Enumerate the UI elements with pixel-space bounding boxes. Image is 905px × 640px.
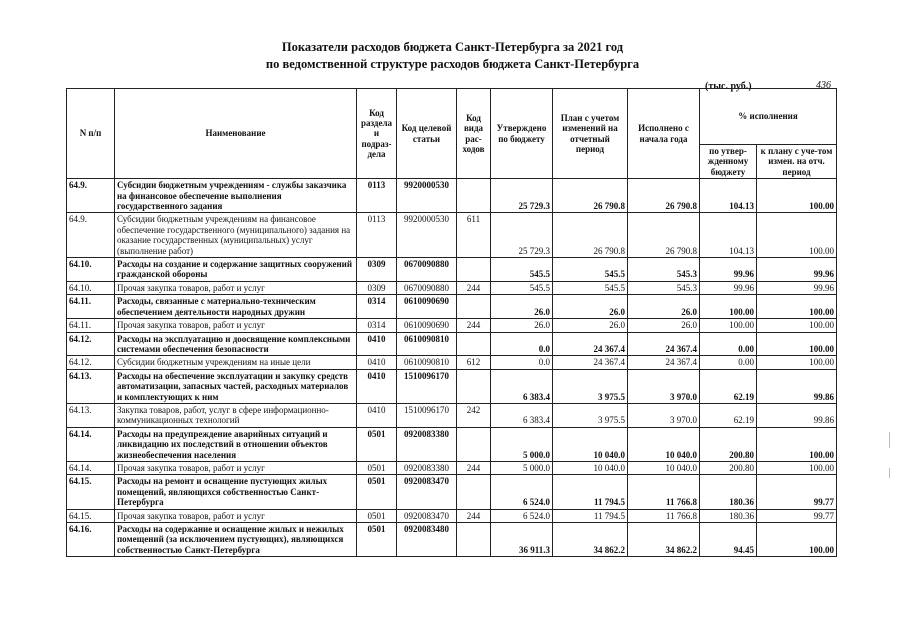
row-name: Расходы, связанные с материально-техническим обеспечением деятельности народных дружин [115,295,357,319]
row-approved: 6 524.0 [491,475,553,509]
row-pct-approved: 104.13 [700,179,757,213]
row-type: 244 [457,319,491,332]
row-num: 64.9. [67,179,115,213]
header-section: Код раздела и подраз-дела [357,89,397,179]
row-executed: 11 766.8 [628,509,700,522]
row-pct-plan: 100.00 [757,213,837,258]
row-name: Прочая закупка товаров, работ и услуг [115,281,357,294]
row-name: Расходы на эксплуатацию и доосвящение комплексными системами обеспечения безопасности [115,332,357,356]
row-executed: 545.3 [628,281,700,294]
page-number: 436 [816,80,831,91]
row-approved: 25 729.3 [491,179,553,213]
row-section: 0410 [357,403,397,427]
row-section: 0113 [357,179,397,213]
row-target: 0610090690 [397,319,457,332]
row-section: 0309 [357,281,397,294]
row-executed: 3 970.0 [628,369,700,403]
row-num: 64.10. [67,258,115,282]
row-executed: 34 862.2 [628,523,700,557]
table-row [67,332,837,356]
row-target: 1510096170 [397,403,457,427]
row-type: 244 [457,461,491,474]
header-num: N п/п [67,89,115,179]
row-num: 64.12. [67,332,115,356]
row-type [457,179,491,213]
row-executed: 26.0 [628,295,700,319]
row-type [457,475,491,509]
row-plan: 3 975.5 [553,403,628,427]
row-num: 64.15. [67,475,115,509]
row-target: 0610090810 [397,332,457,356]
row-name: Расходы на создание и содержание защитных сооружений гражданской обороны [115,258,357,282]
row-executed: 24 367.4 [628,356,700,369]
row-pct-plan: 100.00 [757,332,837,356]
row-pct-plan: 100.00 [757,356,837,369]
table-row [67,509,837,522]
row-section: 0113 [357,213,397,258]
row-plan: 11 794.5 [553,509,628,522]
row-target: 0610090810 [397,356,457,369]
row-type [457,258,491,282]
row-executed: 10 040.0 [628,427,700,461]
table-row [67,281,837,294]
table-row [67,319,837,332]
row-plan: 545.5 [553,281,628,294]
row-target: 0920083470 [397,475,457,509]
row-pct-approved: 0.00 [700,332,757,356]
table-row [67,403,837,427]
row-pct-plan: 100.00 [757,427,837,461]
header-pct: % исполнения [700,89,837,145]
header-plan: План с учетом изменений на отчетный период [553,89,628,179]
row-num: 64.13. [67,403,115,427]
row-approved: 26.0 [491,319,553,332]
row-section: 0501 [357,509,397,522]
row-approved: 26.0 [491,295,553,319]
row-num: 64.16. [67,523,115,557]
row-pct-approved: 94.45 [700,523,757,557]
row-target: 0920083480 [397,523,457,557]
row-section: 0410 [357,332,397,356]
row-approved: 545.5 [491,281,553,294]
row-plan: 34 862.2 [553,523,628,557]
row-approved: 0.0 [491,356,553,369]
row-section: 0314 [357,319,397,332]
row-plan: 10 040.0 [553,427,628,461]
row-executed: 24 367.4 [628,332,700,356]
row-num: 64.9. [67,213,115,258]
table-row [67,461,837,474]
row-pct-approved: 180.36 [700,509,757,522]
row-pct-approved: 99.96 [700,281,757,294]
row-pct-approved: 62.19 [700,403,757,427]
row-pct-plan: 99.86 [757,403,837,427]
row-approved: 545.5 [491,258,553,282]
row-plan: 11 794.5 [553,475,628,509]
row-section: 0314 [357,295,397,319]
row-executed: 11 766.8 [628,475,700,509]
row-section: 0501 [357,523,397,557]
row-name: Субсидии бюджетным учреждениям на финансовое обеспечение государственного (муниципального) задания на оказание государственных (муниципальных) услуг (выполнение работ) [115,213,357,258]
row-executed: 26 790.8 [628,179,700,213]
table-row [67,369,837,403]
table-row [67,258,837,282]
header-executed: Исполнено с начала года [628,89,700,179]
table-body [67,179,837,557]
row-pct-plan: 99.96 [757,281,837,294]
row-pct-plan: 100.00 [757,319,837,332]
row-section: 0501 [357,461,397,474]
row-pct-plan: 99.77 [757,509,837,522]
row-executed: 545.3 [628,258,700,282]
row-num: 64.14. [67,427,115,461]
table-row [67,475,837,509]
row-plan: 545.5 [553,258,628,282]
table-row [67,295,837,319]
row-num: 64.11. [67,295,115,319]
row-executed: 10 040.0 [628,461,700,474]
row-plan: 26.0 [553,319,628,332]
row-type [457,427,491,461]
header-type: Код вида рас-ходов [457,89,491,179]
row-type: 242 [457,403,491,427]
row-type [457,332,491,356]
row-pct-approved: 200.80 [700,427,757,461]
row-type: 244 [457,281,491,294]
row-target: 0670090880 [397,258,457,282]
row-target: 9920000530 [397,179,457,213]
report-title: Показатели расходов бюджета Санкт-Петербурга за 2021 год [281,40,624,54]
row-num: 64.14. [67,461,115,474]
row-pct-approved: 99.96 [700,258,757,282]
row-num: 64.10. [67,281,115,294]
row-name: Прочая закупка товаров, работ и услуг [115,319,357,332]
row-executed: 26.0 [628,319,700,332]
row-type: 611 [457,213,491,258]
row-plan: 26 790.8 [553,179,628,213]
header-approved: Утверждено по бюджету [491,89,553,179]
row-pct-plan: 100.00 [757,461,837,474]
row-pct-approved: 100.00 [700,295,757,319]
row-section: 0410 [357,369,397,403]
table-row [67,213,837,258]
budget-table [66,88,837,557]
row-target: 0610090690 [397,295,457,319]
row-section: 0309 [357,258,397,282]
row-pct-plan: 99.86 [757,369,837,403]
row-executed: 26 790.8 [628,213,700,258]
row-target: 0920083380 [397,427,457,461]
row-num: 64.12. [67,356,115,369]
row-plan: 24 367.4 [553,332,628,356]
row-plan: 26.0 [553,295,628,319]
row-section: 0501 [357,475,397,509]
row-pct-approved: 104.13 [700,213,757,258]
row-approved: 5 000.0 [491,427,553,461]
row-name: Закупка товаров, работ, услуг в сфере информационно-коммуникационных технологий [115,403,357,427]
row-pct-approved: 0.00 [700,356,757,369]
budget-table-frame [66,88,837,557]
row-type [457,295,491,319]
scan-mark [889,432,890,448]
row-type: 612 [457,356,491,369]
row-approved: 0.0 [491,332,553,356]
row-pct-plan: 99.77 [757,475,837,509]
row-type [457,523,491,557]
table-row [67,356,837,369]
row-approved: 36 911.3 [491,523,553,557]
report-subtitle: по ведомственной структуре расходов бюджета Санкт-Петербурга [265,57,640,71]
scan-mark [889,468,890,478]
row-executed: 3 970.0 [628,403,700,427]
row-plan: 10 040.0 [553,461,628,474]
row-section: 0410 [357,356,397,369]
row-target: 9920000530 [397,213,457,258]
row-plan: 26 790.8 [553,213,628,258]
row-plan: 24 367.4 [553,356,628,369]
row-pct-plan: 99.96 [757,258,837,282]
row-approved: 6 383.4 [491,369,553,403]
row-approved: 5 000.0 [491,461,553,474]
row-type: 244 [457,509,491,522]
header-target: Код целевой статьи [397,89,457,179]
table-row [67,523,837,557]
row-pct-plan: 100.00 [757,295,837,319]
row-pct-plan: 100.00 [757,523,837,557]
row-name: Расходы на предупреждение аварийных ситуаций и ликвидацию их последствий в отношении объектов жизнеобеспечения населения [115,427,357,461]
row-target: 0920083380 [397,461,457,474]
row-name: Субсидии бюджетным учреждениям на иные цели [115,356,357,369]
row-target: 0920083470 [397,509,457,522]
row-approved: 6 383.4 [491,403,553,427]
row-pct-approved: 100.00 [700,319,757,332]
row-name: Расходы на обеспечение эксплуатации и закупку средств автоматизации, запасных частей, расходных материалов и комплектующих к ним [115,369,357,403]
row-type [457,369,491,403]
row-pct-approved: 62.19 [700,369,757,403]
row-num: 64.11. [67,319,115,332]
row-target: 1510096170 [397,369,457,403]
row-approved: 25 729.3 [491,213,553,258]
row-name: Прочая закупка товаров, работ и услуг [115,461,357,474]
row-num: 64.13. [67,369,115,403]
row-pct-approved: 180.36 [700,475,757,509]
row-name: Прочая закупка товаров, работ и услуг [115,509,357,522]
row-pct-approved: 200.80 [700,461,757,474]
row-name: Расходы на ремонт и оснащение пустующих жилых помещений, являющихся собственностью Санкт-Петербурга [115,475,357,509]
table-row [67,179,837,213]
units-label: (тыс. руб.) [705,81,752,92]
row-section: 0501 [357,427,397,461]
row-name: Расходы на содержание и оснащение жилых и нежилых помещений (за исключением пустующих), являющихся собственностью Санкт-Петербурга [115,523,357,557]
row-pct-plan: 100.00 [757,179,837,213]
table-row [67,427,837,461]
row-name: Субсидии бюджетным учреждениям - службы заказчика на финансовое обеспечение выполнения государственного задания [115,179,357,213]
row-plan: 3 975.5 [553,369,628,403]
header-pct-plan: к плану с уче-том измен. на отч. период [757,145,837,179]
row-target: 0670090880 [397,281,457,294]
header-name: Наименование [115,89,357,179]
header-pct-approved: по утвер-жденному бюджету [700,145,757,179]
row-approved: 6 524.0 [491,509,553,522]
row-num: 64.15. [67,509,115,522]
